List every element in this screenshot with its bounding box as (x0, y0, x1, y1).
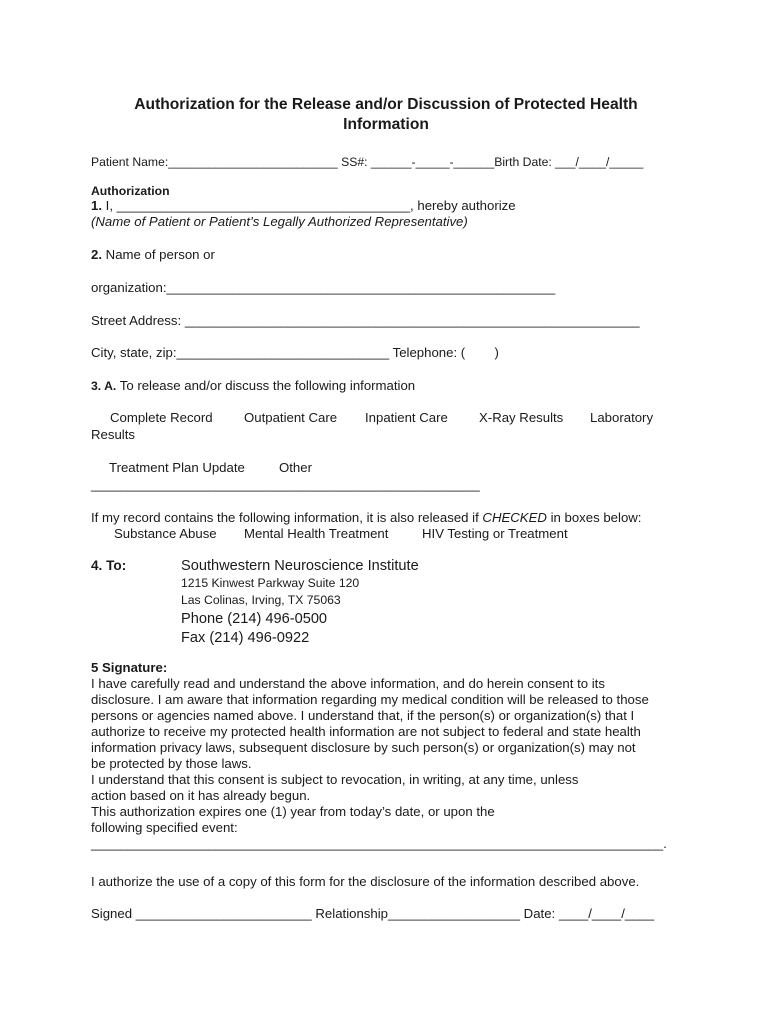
option-hiv-testing[interactable]: HIV Testing or Treatment (422, 526, 568, 541)
section-1-number: 1. (91, 198, 102, 213)
signature-text-line: authorize to receive my protected health information are not subject to federal and state health (91, 724, 641, 739)
section-2-number: 2. (91, 247, 102, 262)
signature-text-line: be protected by those laws. (91, 756, 252, 771)
signature-text-line: I have carefully read and understand the above information, and do herein consent to its (91, 676, 605, 691)
signature-text-line: I understand that this consent is subject to revocation, in writing, at any time, unless (91, 772, 579, 787)
signature-paragraph (91, 676, 667, 852)
authorization-heading: Authorization (91, 184, 170, 198)
section-2-line (91, 247, 215, 263)
option-xray-results[interactable]: X-Ray Results (479, 410, 564, 425)
street-address-field[interactable]: Street Address: ______________________________________________________________ (91, 313, 640, 328)
section-1-text: I, ________________________________________, hereby authorize (102, 198, 516, 213)
checked-post: in boxes below: (546, 510, 642, 525)
checked-info-line (91, 510, 641, 526)
section-1-note: (Name of Patient or Patient’s Legally Authorized Representative) (91, 214, 468, 229)
recipient-fax: Fax (214) 496-0922 (181, 630, 310, 646)
signature-text-line: disclosure. I am aware that information regarding my medical condition will be released to those (91, 692, 649, 707)
patient-info-line[interactable]: Patient Name:_________________________ SS#: ______-_____-______Birth Date: ___/____/_____ (91, 155, 644, 169)
checked-emphasis: CHECKED (482, 510, 547, 525)
checked-pre: If my record contains the following information, it is also released if (91, 510, 483, 525)
option-laboratory[interactable]: Laboratory (590, 410, 654, 425)
option-laboratory-cont: Results (91, 427, 135, 442)
signature-text-line: action based on it has already begun. (91, 788, 311, 803)
specified-event-line[interactable]: ______________________________________________________________________________. (91, 836, 667, 851)
option-outpatient-care[interactable]: Outpatient Care (244, 410, 338, 425)
copy-authorization-text: I authorize the use of a copy of this form for the disclosure of the information described above. (91, 874, 640, 889)
recipient-phone: Phone (214) 496-0500 (181, 611, 328, 627)
section-1-line[interactable] (91, 198, 516, 214)
recipient-address-2: Las Colinas, Irving, TX 75063 (181, 593, 341, 607)
title-line-1: Authorization for the Release and/or Discussion of Protected Health (134, 96, 638, 113)
recipient-name: Southwestern Neuroscience Institute (181, 558, 419, 574)
signature-text-line: information privacy laws, subsequent disclosure by such person(s) or organization(s) may not (91, 740, 636, 755)
section-5-heading: 5 Signature: (91, 660, 168, 675)
option-treatment-plan[interactable]: Treatment Plan Update (109, 460, 245, 475)
signature-text-line: This authorization expires one (1) year from today’s date, or upon the (91, 804, 495, 819)
recipient-address-1: 1215 Kinwest Parkway Suite 120 (181, 576, 360, 590)
city-telephone-field[interactable]: City, state, zip:_____________________________ Telephone: ( ) (91, 345, 499, 360)
signature-text-line: following specified event: (91, 820, 238, 835)
option-mental-health[interactable]: Mental Health Treatment (244, 526, 389, 541)
organization-field[interactable]: organization:_____________________________________________________ (91, 280, 556, 295)
form-title (80, 95, 692, 135)
option-inpatient-care[interactable]: Inpatient Care (365, 410, 448, 425)
option-complete-record[interactable]: Complete Record (110, 410, 213, 425)
section-4-label: 4. To: (91, 558, 127, 573)
signature-text-line: persons or agencies named above. I understand that, if the person(s) or organization(s) that I (91, 708, 635, 723)
option-other[interactable]: Other (279, 460, 312, 475)
title-line-2: Information (343, 116, 429, 133)
section-3-number: 3. A. (91, 379, 117, 393)
section-3-text: To release and/or discuss the following information (116, 378, 416, 393)
section-2-text: Name of person or (102, 247, 215, 262)
other-specify-line[interactable]: _____________________________________________________ (91, 477, 480, 492)
option-substance-abuse[interactable]: Substance Abuse (114, 526, 217, 541)
section-3-line (91, 378, 415, 394)
signature-line[interactable]: Signed ________________________ Relationship__________________ Date: ____/____/____ (91, 906, 655, 921)
